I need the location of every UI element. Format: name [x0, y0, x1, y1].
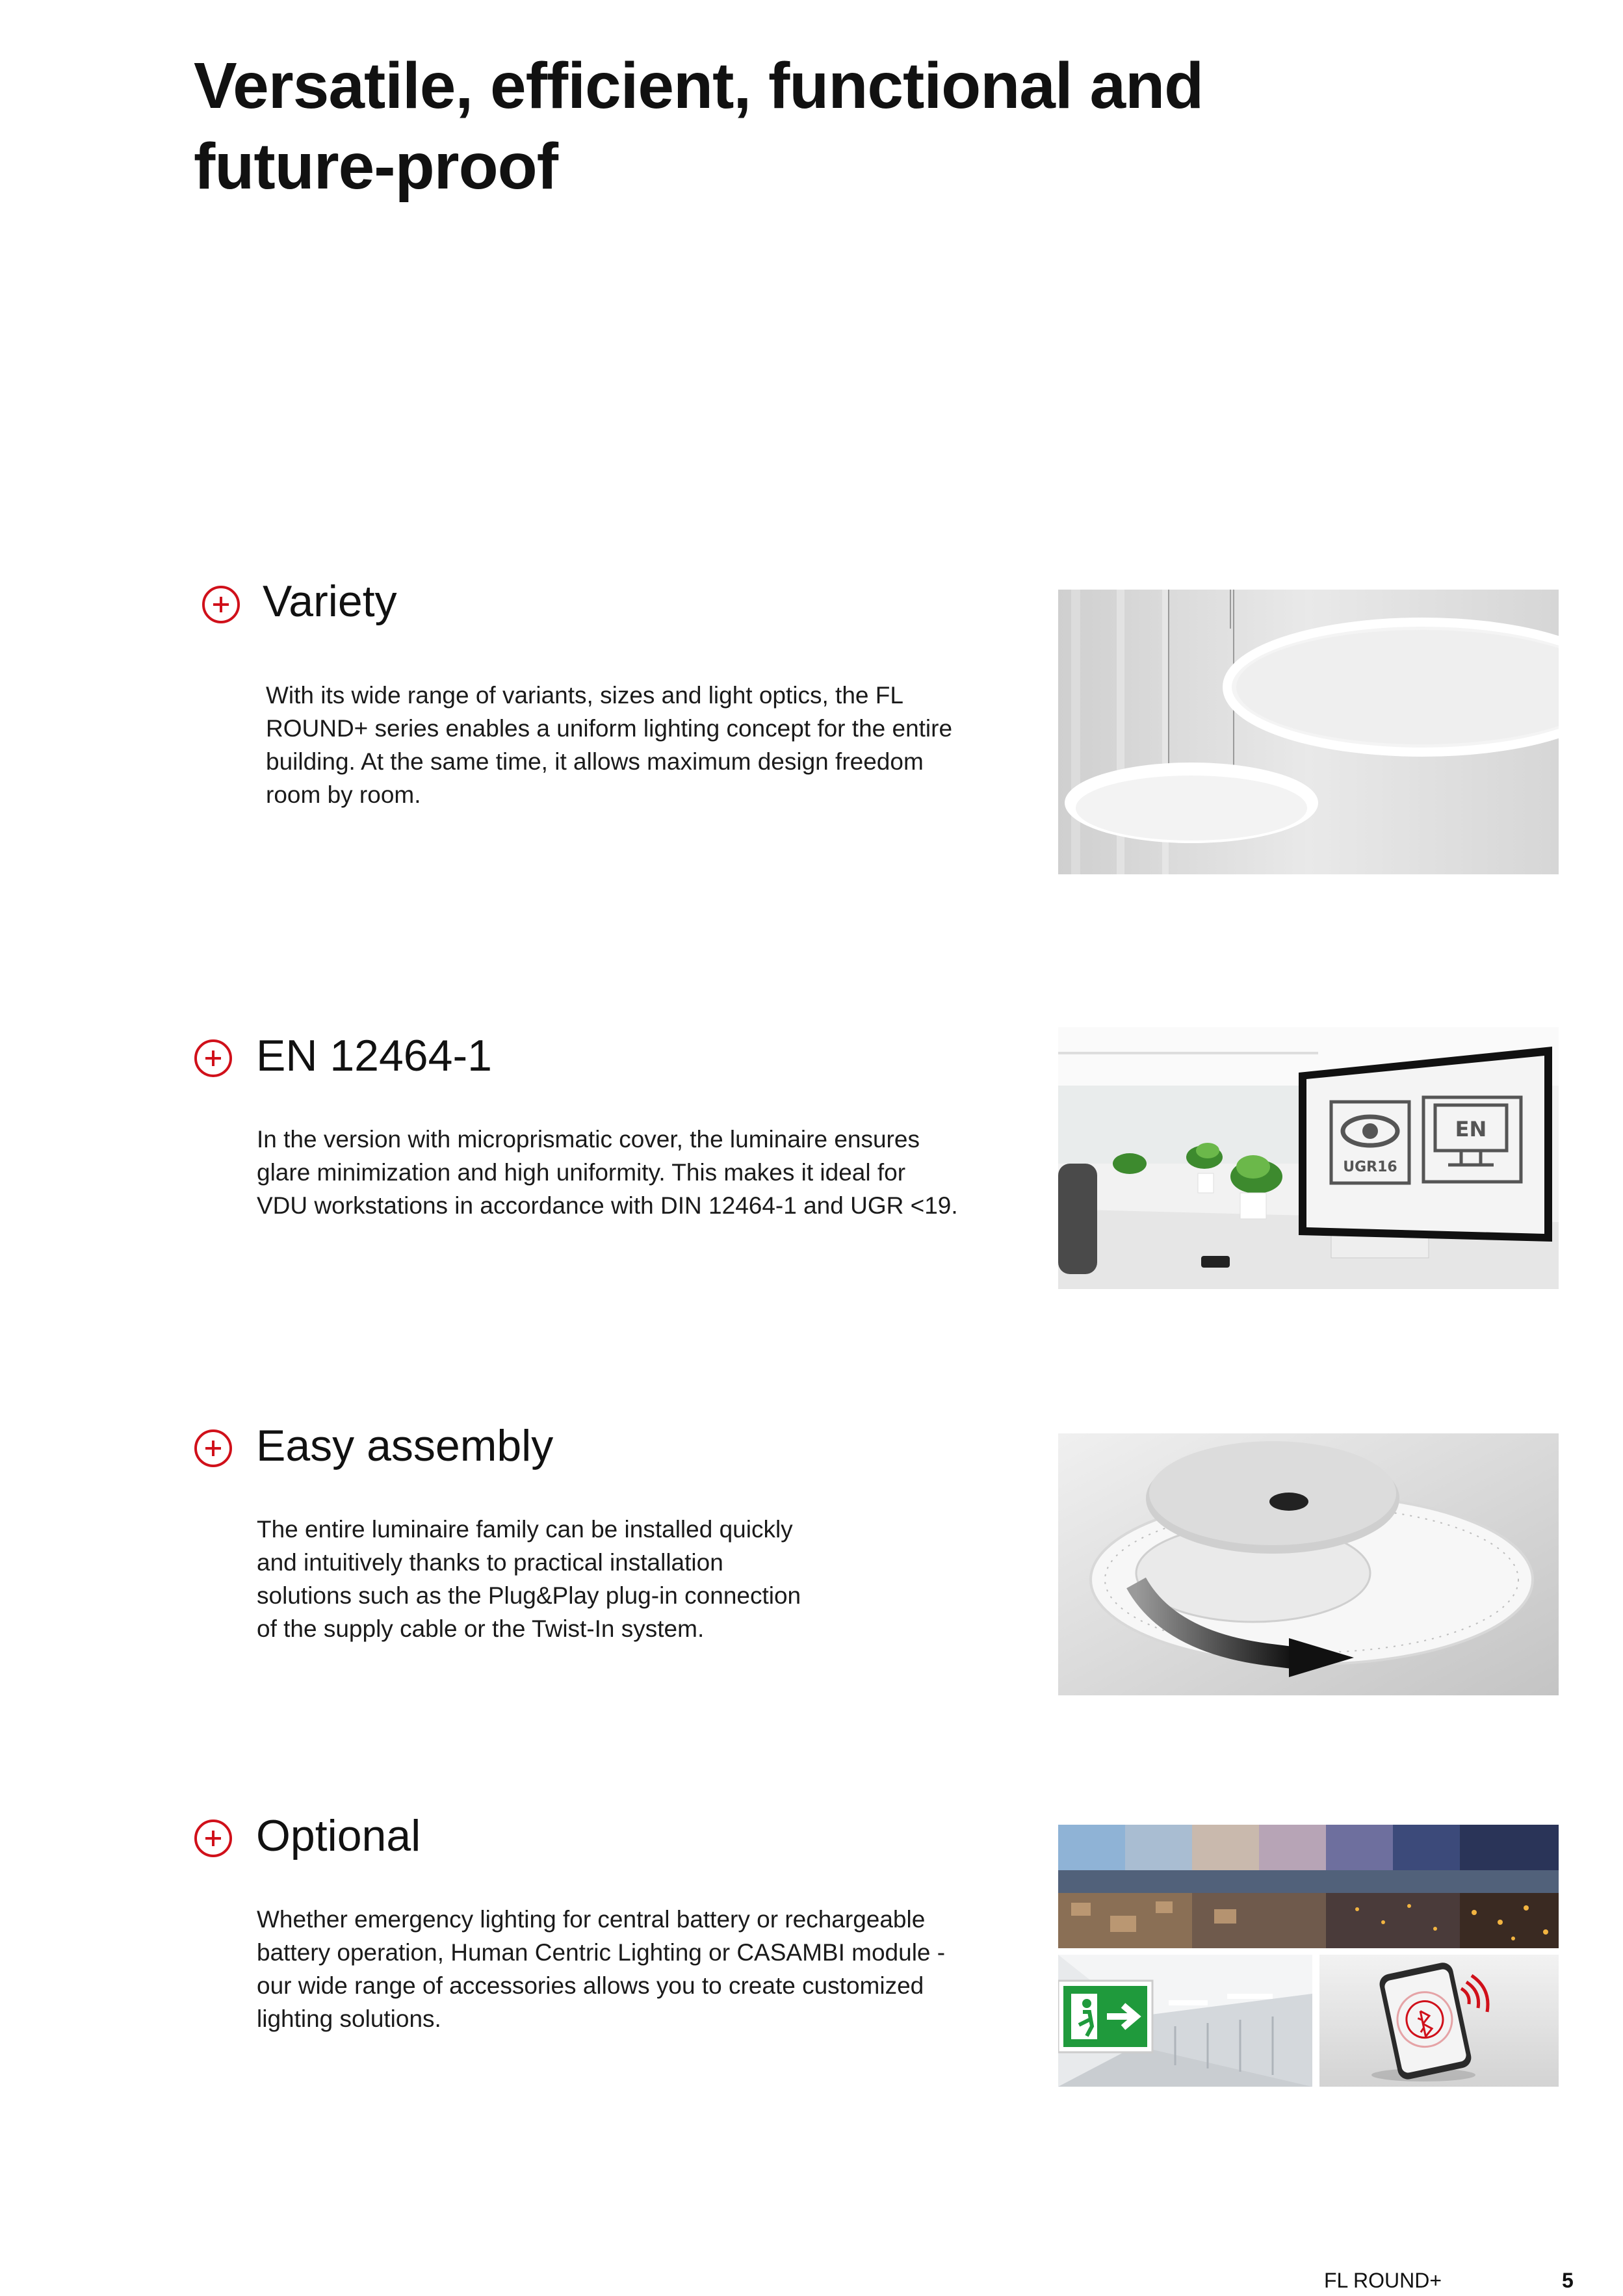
section-heading-en12464: EN 12464-1: [256, 1031, 492, 1080]
pendant-luminaires-photo: [1058, 590, 1559, 874]
emergency-exit-corridor-photo: [1058, 1955, 1312, 2087]
office-monitor-photo: [1058, 1027, 1559, 1289]
monitor-en-label: EN: [1455, 1117, 1487, 1141]
page-title: Versatile, efficient, functional and future-proof: [194, 49, 1204, 203]
section-heading-variety: Variety: [263, 577, 397, 626]
plus-circle-icon: [200, 584, 242, 625]
plus-circle-icon: [192, 1428, 234, 1469]
section-body-optional: Whether emergency lighting for central battery or rechargeable battery operation, Human Centric Lighting or CASAMBI module - our wide range of accessories allows you to create customized lighting solutions.: [257, 1906, 946, 2032]
section-heading-easy-assembly: Easy assembly: [256, 1421, 554, 1470]
monitor-ugr-label: UGR16: [1343, 1159, 1397, 1175]
footer-product-name: FL ROUND+: [1324, 2269, 1442, 2292]
section-body-variety: With its wide range of variants, sizes and light optics, the FL ROUND+ series enables a uniform lighting concept for the entire building. At the same time, it allows maximum design freedom room by room.: [266, 682, 953, 808]
plus-circle-icon: [192, 1818, 234, 1859]
section-heading-optional: Optional: [256, 1811, 421, 1860]
casambi-smartphone-photo: [1319, 1955, 1559, 2087]
city-daylight-sequence-photo: [1058, 1825, 1559, 1948]
plus-circle-icon: [192, 1037, 234, 1079]
section-body-en12464: In the version with microprismatic cover, the luminaire ensures glare minimization and high uniformity. This makes it ideal for VDU workstations in accordance with DIN 12464-1 and UGR <19.: [257, 1126, 958, 1219]
section-body-easy-assembly: The entire luminaire family can be installed quickly and intuitively thanks to practical installation solutions such as the Plug&Play plug-in connection of the supply cable or the Twist-In system.: [257, 1516, 801, 1642]
twist-in-assembly-photo: [1058, 1433, 1559, 1695]
page-number: 5: [1562, 2269, 1574, 2292]
